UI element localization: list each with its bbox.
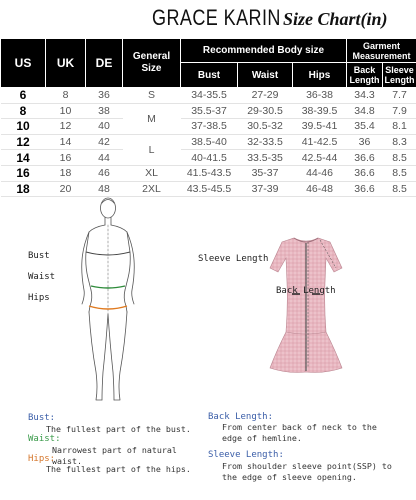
waist-label: Waist [28,272,56,282]
cell-hips: 41-42.5 [293,134,347,150]
body-figure-illustration [58,194,158,406]
col-header-us: US [1,39,46,88]
table-row [1,150,416,166]
cell-back-length: 36 [347,134,383,150]
cell-uk: 10 [46,103,86,119]
title-row [0,0,416,40]
hips-term: Hips: [28,454,56,464]
cell-sleeve-length: 8.1 [383,119,416,135]
col-header-back-length: Back Length [347,63,383,88]
brand-title: GRACE KARIN [152,5,281,30]
sleeve-length-term: Sleeve Length: [208,450,284,460]
cell-us: 10 [1,119,46,135]
bust-description: The fullest part of the bust. [46,424,191,434]
cell-uk: 8 [46,88,86,104]
cell-de: 40 [86,119,123,135]
sleeve-length-label: Sleeve Length [198,254,269,264]
cell-de: 42 [86,134,123,150]
cell-us: 16 [1,165,46,181]
cell-uk: 14 [46,134,86,150]
cell-de: 36 [86,88,123,104]
waist-description: Narrowest part of natural waist. [52,445,177,466]
cell-de: 44 [86,150,123,166]
table-row [1,165,416,181]
back-length-description: From center back of neck to the edge of hemline. [222,422,377,443]
cell-de: 48 [86,181,123,197]
cell-hips: 44-46 [293,165,347,181]
cell-uk: 16 [46,150,86,166]
cell-bust: 35.5-37 [181,103,238,119]
table-row [1,119,416,135]
waist-term: Waist: [28,434,61,444]
table-row [1,103,416,119]
cell-sleeve-length: 8.5 [383,181,416,197]
table-row [1,88,416,104]
cell-bust: 37-38.5 [181,119,238,135]
cell-us: 18 [1,181,46,197]
col-header-general-size: General Size [123,39,181,88]
cell-hips: 36-38 [293,88,347,104]
col-header-sleeve-length: Sleeve Length [383,63,416,88]
size-table [0,38,416,197]
cell-de: 38 [86,103,123,119]
cell-general-size: S [123,88,181,104]
col-group-garment: Garment Measurement [347,39,416,63]
cell-sleeve-length: 8.3 [383,134,416,150]
dress-illustration [266,232,346,374]
cell-general-size: M [123,103,181,134]
cell-us: 14 [1,150,46,166]
cell-hips: 42.5-44 [293,150,347,166]
cell-back-length: 36.6 [347,181,383,197]
cell-bust: 34-35.5 [181,88,238,104]
cell-uk: 20 [46,181,86,197]
chart-subtitle: Size Chart(in) [283,9,388,29]
cell-hips: 38-39.5 [293,103,347,119]
cell-waist: 30.5-32 [238,119,293,135]
back-length-term: Back Length: [208,412,274,422]
cell-back-length: 34.8 [347,103,383,119]
cell-bust: 43.5-45.5 [181,181,238,197]
cell-us: 12 [1,134,46,150]
cell-back-length: 36.6 [347,165,383,181]
cell-back-length: 36.6 [347,150,383,166]
cell-waist: 32-33.5 [238,134,293,150]
cell-hips: 39.5-41 [293,119,347,135]
cell-waist: 33.5-35 [238,150,293,166]
table-row [1,134,416,150]
cell-us: 8 [1,103,46,119]
cell-sleeve-length: 7.9 [383,103,416,119]
cell-bust: 40-41.5 [181,150,238,166]
cell-waist: 29-30.5 [238,103,293,119]
col-group-body-size: Recommended Body size [181,39,347,63]
measurement-diagram [0,188,416,500]
col-header-bust: Bust [181,63,238,88]
cell-waist: 37-39 [238,181,293,197]
col-header-waist: Waist [238,63,293,88]
col-header-hips: Hips [293,63,347,88]
bust-label: Bust [28,251,50,261]
cell-uk: 18 [46,165,86,181]
cell-de: 46 [86,165,123,181]
cell-sleeve-length: 8.5 [383,165,416,181]
cell-general-size: 2XL [123,181,181,197]
cell-back-length: 35.4 [347,119,383,135]
cell-sleeve-length: 7.7 [383,88,416,104]
hips-description: The fullest part of the hips. [46,464,191,474]
cell-bust: 41.5-43.5 [181,165,238,181]
cell-waist: 27-29 [238,88,293,104]
cell-sleeve-length: 8.5 [383,150,416,166]
sleeve-length-description: From shoulder sleeve point(SSP) to the edge of sleeve opening. [222,461,392,482]
bust-term: Bust: [28,413,56,423]
cell-general-size: L [123,134,181,165]
hips-label: Hips [28,293,50,303]
cell-us: 6 [1,88,46,104]
cell-general-size: XL [123,165,181,181]
cell-uk: 12 [46,119,86,135]
back-length-label: Back Length [276,286,336,296]
cell-waist: 35-37 [238,165,293,181]
cell-bust: 38.5-40 [181,134,238,150]
col-header-uk: UK [46,39,86,88]
cell-back-length: 34.3 [347,88,383,104]
cell-hips: 46-48 [293,181,347,197]
col-header-de: DE [86,39,123,88]
